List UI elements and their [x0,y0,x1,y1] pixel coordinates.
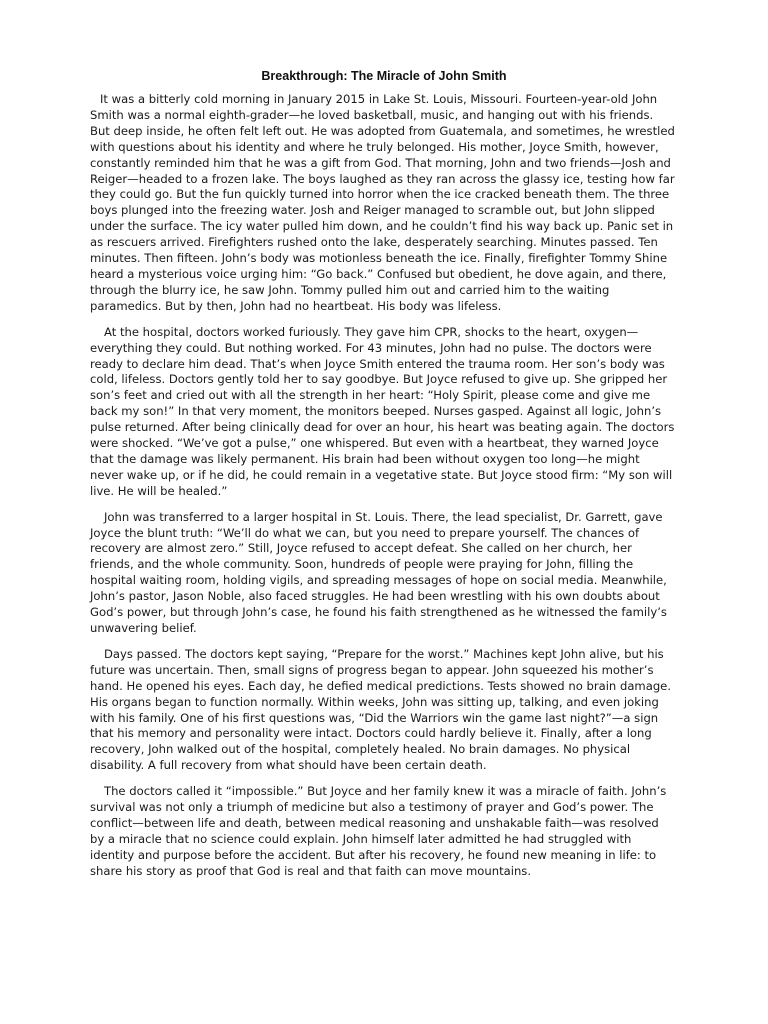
paragraph-3: John was transferred to a larger hospital in St. Louis. There, the lead specialist, Dr. Garrett, gave Joyce the blunt truth: “We’ll do what we can, but you need to prepare yourself. The chances of recovery are almost zero.” Still, Joyce refused to accept defeat. She called on her church, her friends, and the whole community. Soon, hundreds of people were praying for John, filling the hospital waiting room, holding vigils, and spreading messages of hope on social media. Meanwhile, John’s pastor, Jason Noble, also faced struggles. He had been wrestling with his own doubts about God’s power, but through John’s case, he found his faith strengthened as he witnessed the family’s unwavering belief. [90,509,667,635]
paragraph-2: At the hospital, doctors worked furiously. They gave him CPR, shocks to the heart, oxygen—everything they could. But nothing worked. For 43 minutes, John had no pulse. The doctors were ready to declare him dead. That’s when Joyce Smith entered the trauma room. Her son’s body was cold, lifeless. Doctors gently told her to say goodbye. But Joyce refused to give up. She gripped her son’s feet and cried out with all the strength in her heart: “Holy Spirit, please come and give me back my son!” In that very moment, the monitors beeped. Nurses gasped. Against all logic, John’s pulse returned. After being clinically dead for over an hour, his heart was beating again. The doctors were shocked. “We’ve got a pulse,” one whispered. But even with a heartbeat, they warned Joyce that the damage was likely permanent. His brain had been without oxygen too long—he might never wake up, or if he did, he could remain in a vegetative state. But Joyce stood firm: “My son will live. He will be healed.” [90,324,675,498]
paragraph-1: It was a bitterly cold morning in January 2015 in Lake St. Louis, Missouri. Fourteen-year-old John Smith was a normal eighth-grader—he loved basketball, music, and hanging out with his friends. But deep inside, he often felt left out. He was adopted from Guatemala, and sometimes, he wrestled with questions about his identity and where he truly belonged. His mother, Joyce Smith, however, constantly reminded him that he was a gift from God. That morning, John and two friends—Josh and Reiger—headed to a frozen lake. The boys laughed as they ran across the glassy ice, testing how far they could go. But the fun quickly turned into horror when the ice cracked beneath them. The three boys plunged into the freezing water. Josh and Reiger managed to scramble out, but John slipped under the surface. The icy water pulled him down, and he couldn’t find his way back up. Panic set in as rescuers arrived. Firefighters rushed onto the lake, desperately searching. Minutes passed. Ten minutes. Then fifteen. John’s body was motionless beneath the ice. Finally, firefighter Tommy Shine heard a mysterious voice urging him: “Go back.” Confused but obedient, he dove again, and there, through the blurry ice, he saw John. Tommy pulled him out and carried him to the waiting paramedics. But by then, John had no heartbeat. His body was lifeless. [90,92,675,313]
paragraph-5: The doctors called it “impossible.” But Joyce and her family knew it was a miracle of faith. John’s survival was not only a triumph of medicine but also a testimony of prayer and God’s power. The conflict—between life and death, between medical reasoning and unshakable faith—was resolved by a miracle that no science could explain. John himself later admitted he had struggled with identity and purpose before the accident. But after his recovery, he found new meaning in life: to share his story as proof that God is real and that faith can move mountains. [90,784,667,878]
document-title: Breakthrough: The Miracle of John Smith [261,69,507,83]
document-body [90,92,676,890]
paragraph-4: Days passed. The doctors kept saying, “Prepare for the worst.” Machines kept John alive, but his future was uncertain. Then, small signs of progress began to appear. John squeezed his mother’s hand. He opened his eyes. Each day, he defied medical predictions. Tests showed no brain damage. His organs began to function normally. Within weeks, John was sitting up, talking, and even joking with his family. One of his first questions was, “Did the Warriors win the game last night?”—a sign that his memory and personality were intact. Doctors could hardly believe it. Finally, after a long recovery, John walked out of the hospital, completely healed. No brain damages. No physical disability. A full recovery from what should have been certain death. [90,646,671,773]
